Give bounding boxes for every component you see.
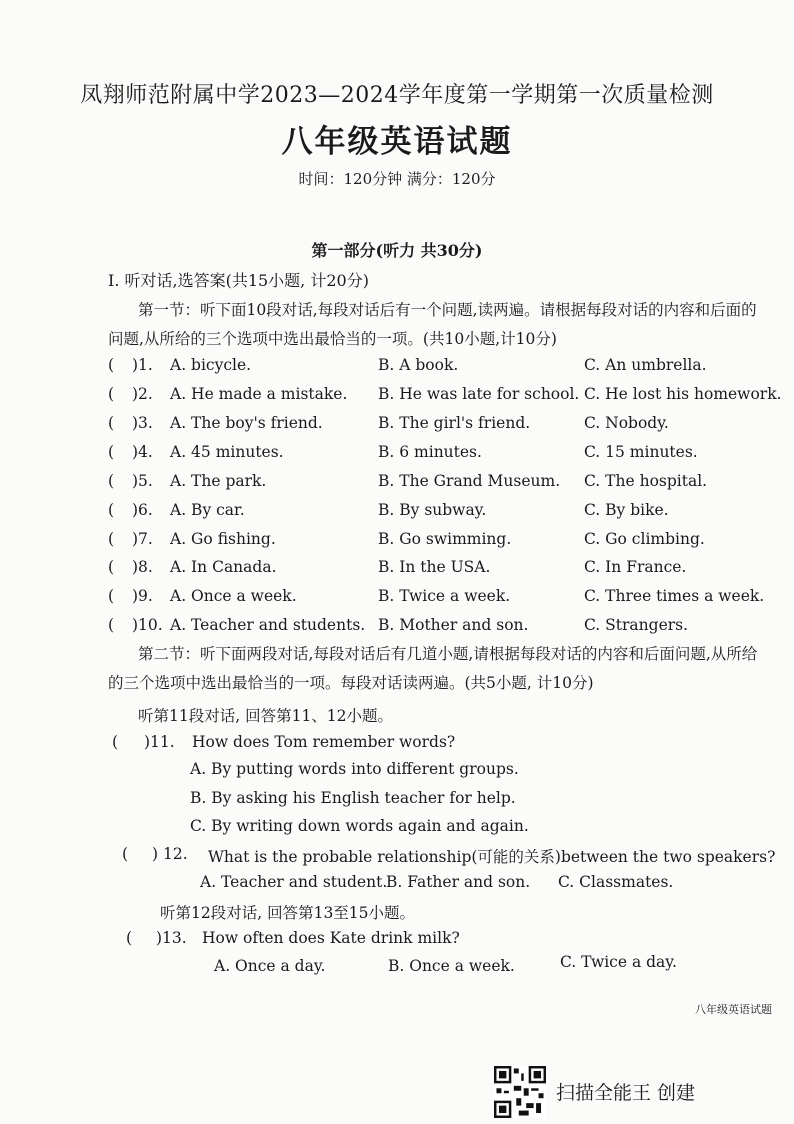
page-footer-tag: 八年级英语试题 xyxy=(695,1003,772,1016)
answer-blank[interactable]: ( xyxy=(126,929,133,947)
answer-blank[interactable]: ( xyxy=(108,616,115,634)
option-a: A. 45 minutes. xyxy=(170,443,284,461)
question-row xyxy=(108,443,768,469)
part-title: 第一部分(听力 共30分) xyxy=(311,241,483,260)
option-b: B. Go swimming. xyxy=(378,530,512,548)
question-number: )1. xyxy=(132,356,153,374)
option-a: A. In Canada. xyxy=(170,558,277,576)
option-c: C. Twice a day. xyxy=(560,953,677,971)
answer-blank[interactable]: ( xyxy=(122,845,129,863)
dialog-12-instruction: 听第12段对话, 回答第13至15小题。 xyxy=(160,904,416,922)
option-c: C. 15 minutes. xyxy=(584,443,698,461)
question-row xyxy=(108,616,768,642)
option-b: B. Mother and son. xyxy=(378,616,529,634)
question-number: )9. xyxy=(132,587,153,605)
question-number: )5. xyxy=(132,472,153,490)
option-a: A. By car. xyxy=(170,501,245,519)
answer-blank[interactable]: ( xyxy=(112,733,119,751)
question-number: )11. xyxy=(144,733,175,751)
exam-title: 八年级英语试题 xyxy=(281,124,513,160)
option-c: C. Three times a week. xyxy=(584,587,765,605)
question-row xyxy=(108,501,768,527)
option-b: B. By subway. xyxy=(378,501,487,519)
scanner-watermark: 扫描全能王 创建 xyxy=(556,1082,696,1104)
answer-blank[interactable]: ( xyxy=(108,356,115,374)
option-b: B. Once a week. xyxy=(388,957,515,975)
section2-intro: 第二节：听下面两段对话,每段对话后有几道小题,请根据每段对话的内容和后面问题,从所给的三个选项中选出最恰当的一项。每段对话读两遍。(共5小题, 计10分) xyxy=(108,645,758,692)
option-c: C. Go climbing. xyxy=(584,530,705,548)
option-b: B. Twice a week. xyxy=(378,587,511,605)
option-c: C. The hospital. xyxy=(584,472,708,490)
question-number: )4. xyxy=(132,443,153,461)
question-number: )2. xyxy=(132,385,153,403)
option-a: A. Once a week. xyxy=(170,587,297,605)
school-heading: 凤翔师范附属中学2023—2024学年度第一学期第一次质量检测 xyxy=(80,83,714,108)
option-a: A. Go fishing. xyxy=(170,530,276,548)
answer-blank[interactable]: ( xyxy=(108,587,115,605)
section1-intro: 第一节：听下面10段对话,每段对话后有一个问题,读两遍。请根据每段对话的内容和后面的问题,从所给的三个选项中选出最恰当的一项。(共10小题,计10分) xyxy=(108,301,757,348)
option-b: B. The girl's friend. xyxy=(378,414,531,432)
option-c: C. Strangers. xyxy=(584,616,689,634)
question-row xyxy=(108,385,782,411)
option-c: C. Nobody. xyxy=(584,414,669,432)
question-number: )3. xyxy=(132,414,153,432)
option-a: A. Once a day. xyxy=(214,957,326,975)
question-stem: How does Tom remember words? xyxy=(192,733,456,751)
question-number: )8. xyxy=(132,558,153,576)
dialog-11-instruction: 听第11段对话, 回答第11、12小题。 xyxy=(138,707,394,725)
option-b: B. The Grand Museum. xyxy=(378,472,561,490)
section-heading: I. 听对话,选答案(共15小题, 计20分) xyxy=(108,271,369,290)
answer-blank[interactable]: ( xyxy=(108,558,115,576)
option-c: C. In France. xyxy=(584,558,687,576)
question-number: )10. xyxy=(132,616,163,634)
option-a: A. Teacher and students. xyxy=(170,616,366,634)
question-row xyxy=(108,414,768,440)
question-stem: How often does Kate drink milk? xyxy=(202,929,460,947)
option-b: B. A book. xyxy=(378,356,459,374)
option-a: A. The park. xyxy=(170,472,267,490)
question-row xyxy=(108,356,768,382)
option-c: C. An umbrella. xyxy=(584,356,707,374)
question-row xyxy=(108,558,768,584)
question-row xyxy=(108,530,768,556)
option-a: A. By putting words into different groups. xyxy=(190,760,519,778)
question-row xyxy=(108,587,768,613)
answer-blank[interactable]: ( xyxy=(108,472,115,490)
answer-blank[interactable]: ( xyxy=(108,530,115,548)
answer-blank[interactable]: ( xyxy=(108,414,115,432)
option-b: B. By asking his English teacher for help. xyxy=(190,789,516,807)
qr-code-icon xyxy=(494,1066,546,1118)
answer-blank[interactable]: ( xyxy=(108,501,115,519)
option-a: A. Teacher and student. xyxy=(200,873,388,891)
question-number: )13. xyxy=(156,929,187,947)
question-number: )7. xyxy=(132,530,153,548)
option-b: B. In the USA. xyxy=(378,558,491,576)
option-c: C. By writing down words again and again. xyxy=(190,817,529,835)
answer-blank[interactable]: ( xyxy=(108,443,115,461)
option-b: B. 6 minutes. xyxy=(378,443,482,461)
option-b: B. Father and son. xyxy=(386,873,531,891)
option-a: A. He made a mistake. xyxy=(170,385,348,403)
question-row xyxy=(108,472,768,498)
option-a: A. The boy's friend. xyxy=(170,414,323,432)
option-b: B. He was late for school. xyxy=(378,385,580,403)
option-c: C. He lost his homework. xyxy=(584,385,782,403)
answer-blank[interactable]: ( xyxy=(108,385,115,403)
option-a: A. bicycle. xyxy=(170,356,252,374)
exam-meta: 时间：120分钟 满分：120分 xyxy=(298,170,496,188)
option-c: C. Classmates. xyxy=(558,873,674,891)
option-c: C. By bike. xyxy=(584,501,669,519)
question-stem: What is the probable relationship(可能的关系)between the two speakers? xyxy=(208,848,776,866)
question-number: ) 12. xyxy=(152,845,188,863)
question-number: )6. xyxy=(132,501,153,519)
